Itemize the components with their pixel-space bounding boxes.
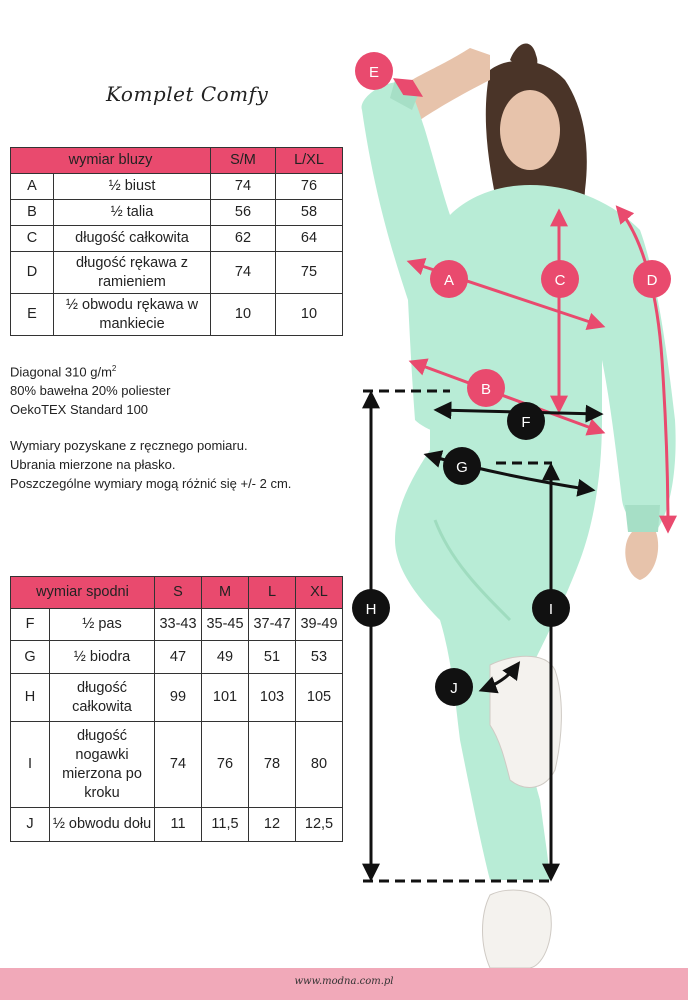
- marker-a: [430, 260, 468, 298]
- table-header: S/M: [211, 148, 276, 174]
- marker-b: [467, 369, 505, 407]
- row-value: 56: [211, 200, 276, 226]
- marker-h: [352, 589, 390, 627]
- table-row: [11, 200, 343, 226]
- row-code: C: [11, 226, 54, 252]
- row-value: 80: [296, 722, 343, 808]
- row-value: 74: [211, 252, 276, 294]
- row-code: D: [11, 252, 54, 294]
- footer-website: www.modna.com.pl: [294, 976, 394, 987]
- marker-f-label: F: [521, 414, 531, 431]
- row-value: 10: [211, 294, 276, 336]
- row-name: długość nogawki mierzona po kroku: [50, 722, 155, 808]
- table-header: L: [249, 577, 296, 609]
- table-header: L/XL: [276, 148, 343, 174]
- row-value: 74: [211, 174, 276, 200]
- table-header: M: [202, 577, 249, 609]
- row-name: długość rękawa z ramieniem: [54, 252, 211, 294]
- row-value: 53: [296, 641, 343, 674]
- material-line: Diagonal 310 $g/m^2$: [10, 364, 117, 380]
- marker-b-label: B: [480, 381, 492, 398]
- marker-d-label: D: [646, 272, 658, 289]
- row-value: 10: [276, 294, 343, 336]
- row-value: 78: [249, 722, 296, 808]
- row-value: 99: [155, 674, 202, 722]
- measurement-figure: [340, 0, 688, 968]
- row-code: B: [11, 200, 54, 226]
- row-value: 12,5: [296, 808, 343, 842]
- marker-e: [355, 52, 393, 90]
- table-row: [11, 174, 343, 200]
- marker-g: [443, 447, 481, 485]
- measurement-notes: [10, 436, 291, 493]
- model-hand-right: [625, 532, 658, 580]
- row-value: 76: [202, 722, 249, 808]
- row-code: J: [11, 808, 50, 842]
- marker-a-label: A: [443, 272, 455, 289]
- marker-j-label: J: [450, 680, 458, 697]
- row-name: ½ pas: [50, 609, 155, 641]
- marker-d: [633, 260, 671, 298]
- table-row: [11, 722, 343, 808]
- note-line: Wymiary pozyskane z ręcznego pomiaru.: [10, 438, 248, 453]
- sweatpants: [395, 420, 602, 880]
- row-value: 11: [155, 808, 202, 842]
- table-row: [11, 252, 343, 294]
- marker-i-label: I: [548, 601, 554, 618]
- row-name: długość całkowita: [54, 226, 211, 252]
- row-value: 76: [276, 174, 343, 200]
- row-code: H: [11, 674, 50, 722]
- row-name: ½ talia: [54, 200, 211, 226]
- marker-h-label: H: [365, 601, 377, 618]
- row-value: 105: [296, 674, 343, 722]
- material-info: [10, 359, 170, 419]
- table-row: [11, 641, 343, 674]
- marker-f: [507, 402, 545, 440]
- row-value: 101: [202, 674, 249, 722]
- note-line: Ubrania mierzone na płasko.: [10, 457, 176, 472]
- sweatshirt-size-table: [10, 147, 343, 336]
- model-silhouette: [362, 44, 676, 968]
- row-value: 12: [249, 808, 296, 842]
- row-value: 58: [276, 200, 343, 226]
- row-code: F: [11, 609, 50, 641]
- row-name: ½ biust: [54, 174, 211, 200]
- table-row: [11, 226, 343, 252]
- table-header-row: [11, 148, 343, 174]
- table-header: wymiar spodni: [11, 577, 155, 609]
- footer-bar: [0, 968, 688, 1000]
- row-code: A: [11, 174, 54, 200]
- marker-i: [532, 589, 570, 627]
- row-value: 49: [202, 641, 249, 674]
- marker-c-label: C: [554, 272, 566, 289]
- row-value: 33-43: [155, 609, 202, 641]
- table-row: [11, 808, 343, 842]
- table-row: [11, 674, 343, 722]
- sweatshirt-cuff-right: [625, 505, 660, 532]
- marker-g-label: G: [456, 459, 468, 476]
- row-value: 51: [249, 641, 296, 674]
- row-name: ½ biodra: [50, 641, 155, 674]
- table-header: XL: [296, 577, 343, 609]
- material-line: OekoTEX Standard 100: [10, 402, 149, 418]
- row-code: I: [11, 722, 50, 808]
- row-code: G: [11, 641, 50, 674]
- table-header-row: [11, 577, 343, 609]
- row-value: 74: [155, 722, 202, 808]
- table-row: [11, 609, 343, 641]
- row-value: 103: [249, 674, 296, 722]
- row-code: E: [11, 294, 54, 336]
- model-face: [500, 90, 560, 170]
- row-value: 75: [276, 252, 343, 294]
- table-row: [11, 294, 343, 336]
- row-value: 35-45: [202, 609, 249, 641]
- marker-j: [435, 668, 473, 706]
- row-value: 39-49: [296, 609, 343, 641]
- row-value: 11,5: [202, 808, 249, 842]
- table-header: wymiar bluzy: [11, 148, 211, 174]
- model-shoe-lower: [483, 890, 552, 968]
- table-header: S: [155, 577, 202, 609]
- marker-e-label: E: [368, 64, 380, 81]
- marker-c: [541, 260, 579, 298]
- note-line: Poszczególne wymiary mogą różnić się +/- 2 cm.: [10, 476, 292, 491]
- row-name: ½ obwodu rękawa w mankiecie: [54, 294, 211, 336]
- row-value: 47: [155, 641, 202, 674]
- row-name: długość całkowita: [50, 674, 155, 722]
- product-title: Komplet Comfy: [106, 82, 269, 106]
- row-value: 64: [276, 226, 343, 252]
- pants-size-table: [10, 576, 343, 842]
- row-value: 62: [211, 226, 276, 252]
- row-value: 37-47: [249, 609, 296, 641]
- material-line: 80% bawełna 20% poliester: [10, 383, 171, 399]
- row-name: ½ obwodu dołu: [50, 808, 155, 842]
